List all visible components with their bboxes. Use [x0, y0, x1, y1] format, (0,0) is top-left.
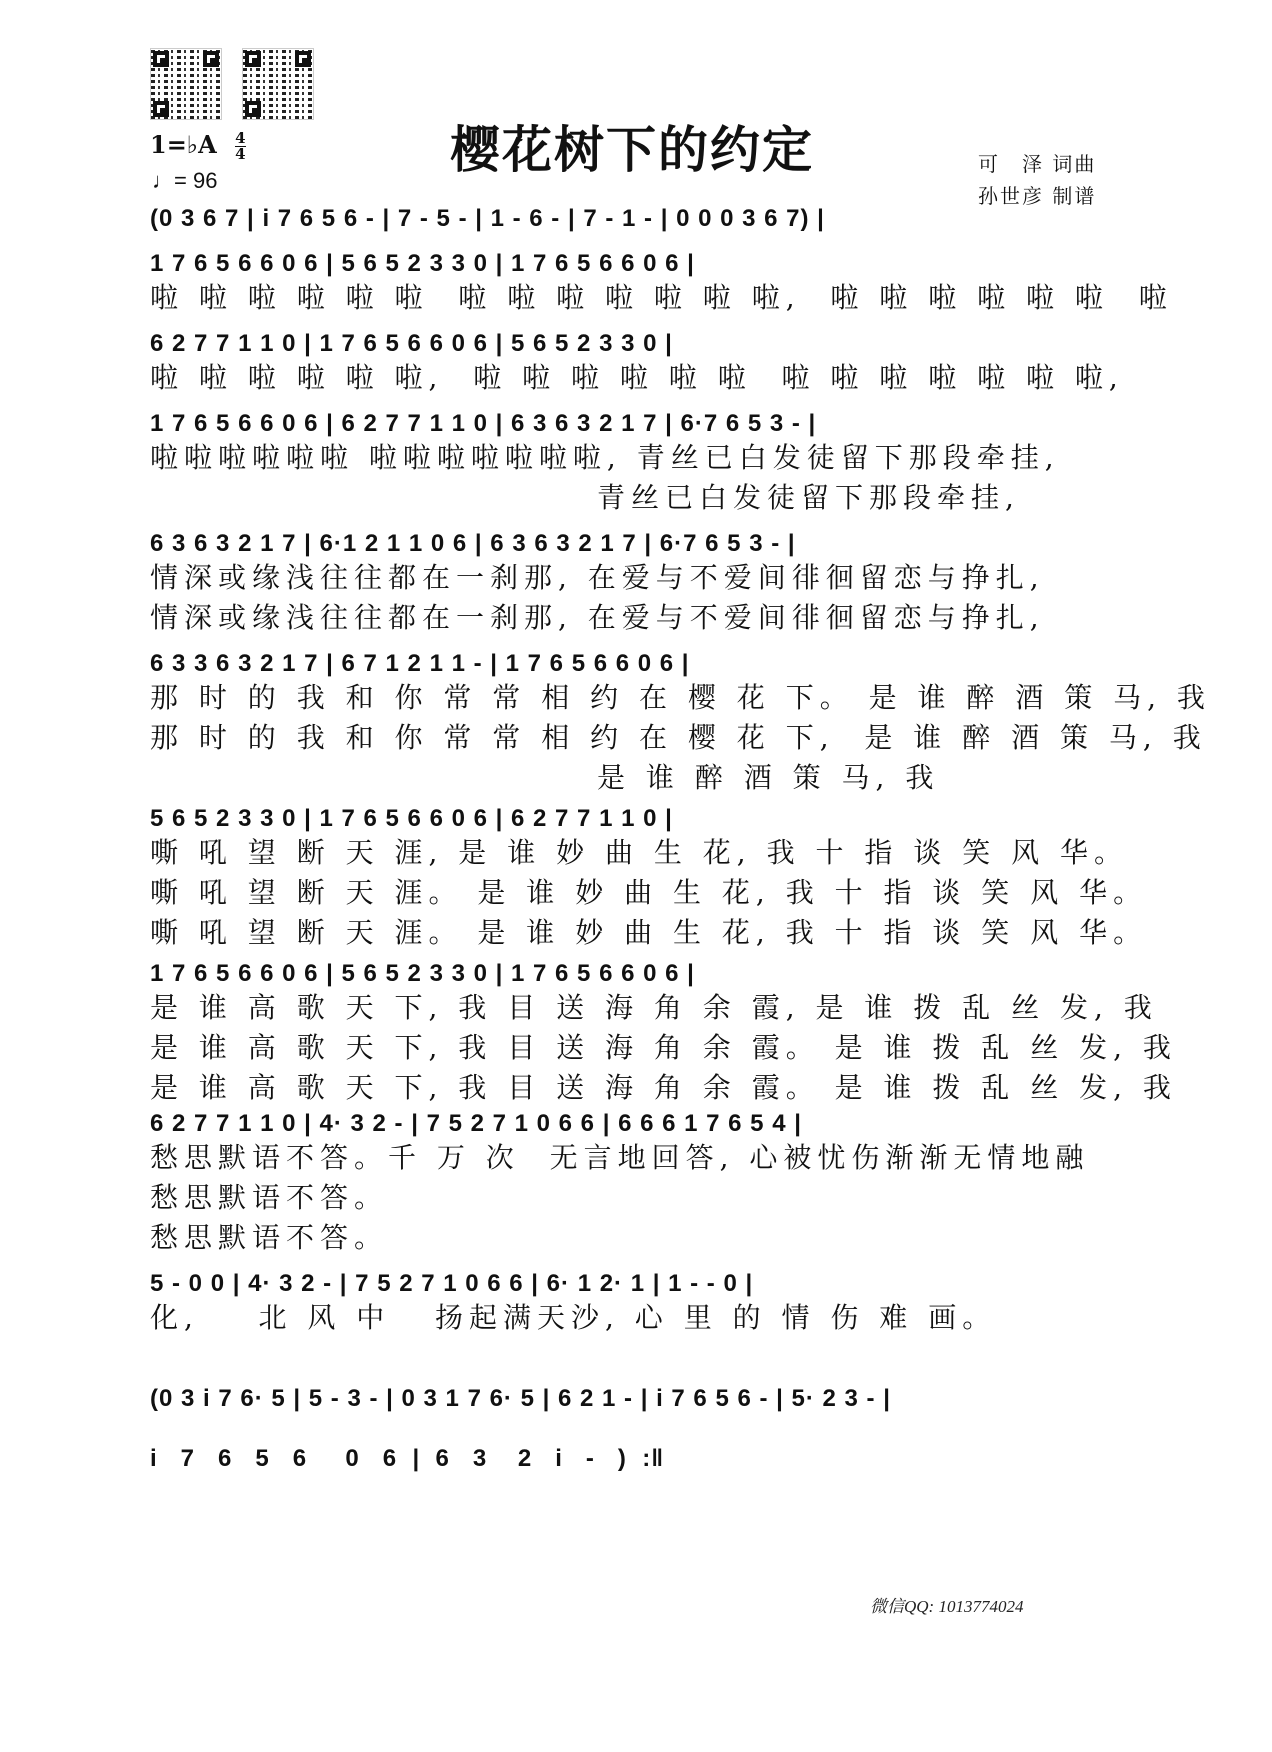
- arranger-credit: 孙世彦 制谱: [978, 184, 1097, 208]
- qr-finder-icon: [153, 101, 169, 117]
- key-label: 1=♭A: [150, 130, 217, 159]
- score-system: [150, 1270, 1130, 1338]
- lyric-line: 嘶 吼 望 断 天 涯, 是 谁 妙 曲 生 花, 我 十 指 谈 笑 风 华。: [150, 836, 1129, 869]
- note-line: 6 2 7 7 1 1 0 | 1 7 6 5 6 6 0 6 | 5 6 5 2 3 3 0 |: [150, 330, 673, 357]
- note-line: 1 7 6 5 6 6 0 6 | 6 2 7 7 1 1 0 | 6 3 6 3 2 1 7 | 6·7 6 5 3 - |: [150, 410, 817, 437]
- score-system: [150, 330, 1130, 398]
- lyric-line: 青丝已白发徒留下那段牵挂,: [150, 481, 1020, 514]
- score-system: [150, 1110, 1130, 1258]
- note-line: 6 2 7 7 1 1 0 | 4· 3 2 - | 7 5 2 7 1 0 6 6 | 6 6 6 1 7 6 5 4 |: [150, 1110, 802, 1137]
- score-system: [150, 250, 1173, 318]
- lyric-line: 是 谁 醉 酒 策 马, 我: [150, 761, 940, 794]
- note-line: 1 7 6 5 6 6 0 6 | 5 6 5 2 3 3 0 | 1 7 6 5 6 6 0 6 |: [150, 250, 695, 277]
- score-system: [150, 1385, 1130, 1413]
- qr-code-1: [150, 48, 222, 120]
- note-line: 6 3 3 6 3 2 1 7 | 6 7 1 2 1 1 - | 1 7 6 5 6 6 0 6 |: [150, 650, 690, 677]
- score-system: [150, 805, 1148, 953]
- note-line: 6 3 6 3 2 1 7 | 6·1 2 1 1 0 6 | 6 3 6 3 2 1 7 | 6·7 6 5 3 - |: [150, 530, 796, 557]
- score-system: [150, 1445, 1130, 1473]
- lyric-line: 啦 啦 啦 啦 啦 啦, 啦 啦 啦 啦 啦 啦 啦 啦 啦 啦 啦 啦 啦,: [150, 361, 1124, 394]
- qr-finder-icon: [245, 51, 261, 67]
- note-line: (0 3 i 7 6· 5 | 5 - 3 - | 0 3 1 7 6· 5 | 6 2 1 - | i 7 6 5 6 - | 5· 2 3 - |: [150, 1385, 891, 1412]
- note-line: 1 7 6 5 6 6 0 6 | 5 6 5 2 3 3 0 | 1 7 6 5 6 6 0 6 |: [150, 960, 695, 987]
- qr-finder-icon: [153, 51, 169, 67]
- page-title: 樱花树下的约定: [450, 120, 814, 179]
- score-system: [150, 530, 1130, 638]
- composer-credit: 可 泽 词曲: [978, 152, 1097, 176]
- lyric-line: 愁思默语不答。: [150, 1181, 389, 1214]
- score-system: [150, 960, 1177, 1108]
- lyric-line: 化, 北 风 中 扬起满天沙, 心 里 的 情 伤 难 画。: [150, 1301, 997, 1334]
- lyric-line: 嘶 吼 望 断 天 涯。 是 谁 妙 曲 生 花, 我 十 指 谈 笑 风 华。: [150, 916, 1148, 949]
- score-system: [150, 650, 1211, 798]
- note-line: i 7 6 5 6 0 6 | 6 3 2 i - ) :‖: [150, 1445, 665, 1472]
- qr-finder-icon: [203, 51, 219, 67]
- lyric-line: 愁思默语不答。: [150, 1221, 389, 1254]
- qr-finder-icon: [295, 51, 311, 67]
- lyric-line: 是 谁 高 歌 天 下, 我 目 送 海 角 余 霞。 是 谁 拨 乱 丝 发, 我: [150, 1031, 1177, 1064]
- lyric-line: 啦啦啦啦啦啦 啦啦啦啦啦啦啦, 青丝已白发徒留下那段牵挂,: [150, 441, 1060, 474]
- note-line: 5 6 5 2 3 3 0 | 1 7 6 5 6 6 0 6 | 6 2 7 7 1 1 0 |: [150, 805, 673, 832]
- lyric-line: 嘶 吼 望 断 天 涯。 是 谁 妙 曲 生 花, 我 十 指 谈 笑 风 华。: [150, 876, 1148, 909]
- lyric-line: 情深或缘浅往往都在一刹那, 在爱与不爱间徘徊留恋与挣扎,: [150, 561, 1045, 594]
- tempo-marking: ♩= 96: [152, 168, 218, 193]
- qr-finder-icon: [245, 101, 261, 117]
- score-system: [150, 410, 1130, 518]
- lyric-line: 情深或缘浅往往都在一刹那, 在爱与不爱间徘徊留恋与挣扎,: [150, 601, 1045, 634]
- note-line: (0 3 6 7 | i 7 6 5 6 - | 7 - 5 - | 1 - 6 - | 7 - 1 - | 0 0 0 3 6 7) |: [150, 205, 825, 232]
- score-system: [150, 205, 1130, 233]
- lyric-line: 是 谁 高 歌 天 下, 我 目 送 海 角 余 霞, 是 谁 拨 乱 丝 发, 我: [150, 991, 1158, 1024]
- time-signature: $\frac{4}{4}$: [235, 129, 246, 163]
- lyric-line: 那 时 的 我 和 你 常 常 相 约 在 樱 花 下。 是 谁 醉 酒 策 马, 我: [150, 681, 1211, 714]
- key-signature: [150, 130, 246, 162]
- lyric-line: 啦 啦 啦 啦 啦 啦 啦 啦 啦 啦 啦 啦 啦, 啦 啦 啦 啦 啦 啦 啦: [150, 281, 1173, 314]
- note-line: 5 - 0 0 | 4· 3 2 - | 7 5 2 7 1 0 6 6 | 6· 1 2· 1 | 1 - - 0 |: [150, 1270, 754, 1297]
- lyric-line: 那 时 的 我 和 你 常 常 相 约 在 樱 花 下, 是 谁 醉 酒 策 马, 我: [150, 721, 1207, 754]
- qr-code-2: [242, 48, 314, 120]
- contact-footer: 微信QQ: 1013774024: [870, 1597, 1024, 1616]
- lyric-line: 是 谁 高 歌 天 下, 我 目 送 海 角 余 霞。 是 谁 拨 乱 丝 发, 我: [150, 1071, 1177, 1104]
- lyric-line: 愁思默语不答。千 万 次 无言地回答, 心被忧伤渐渐无情地融: [150, 1141, 1090, 1174]
